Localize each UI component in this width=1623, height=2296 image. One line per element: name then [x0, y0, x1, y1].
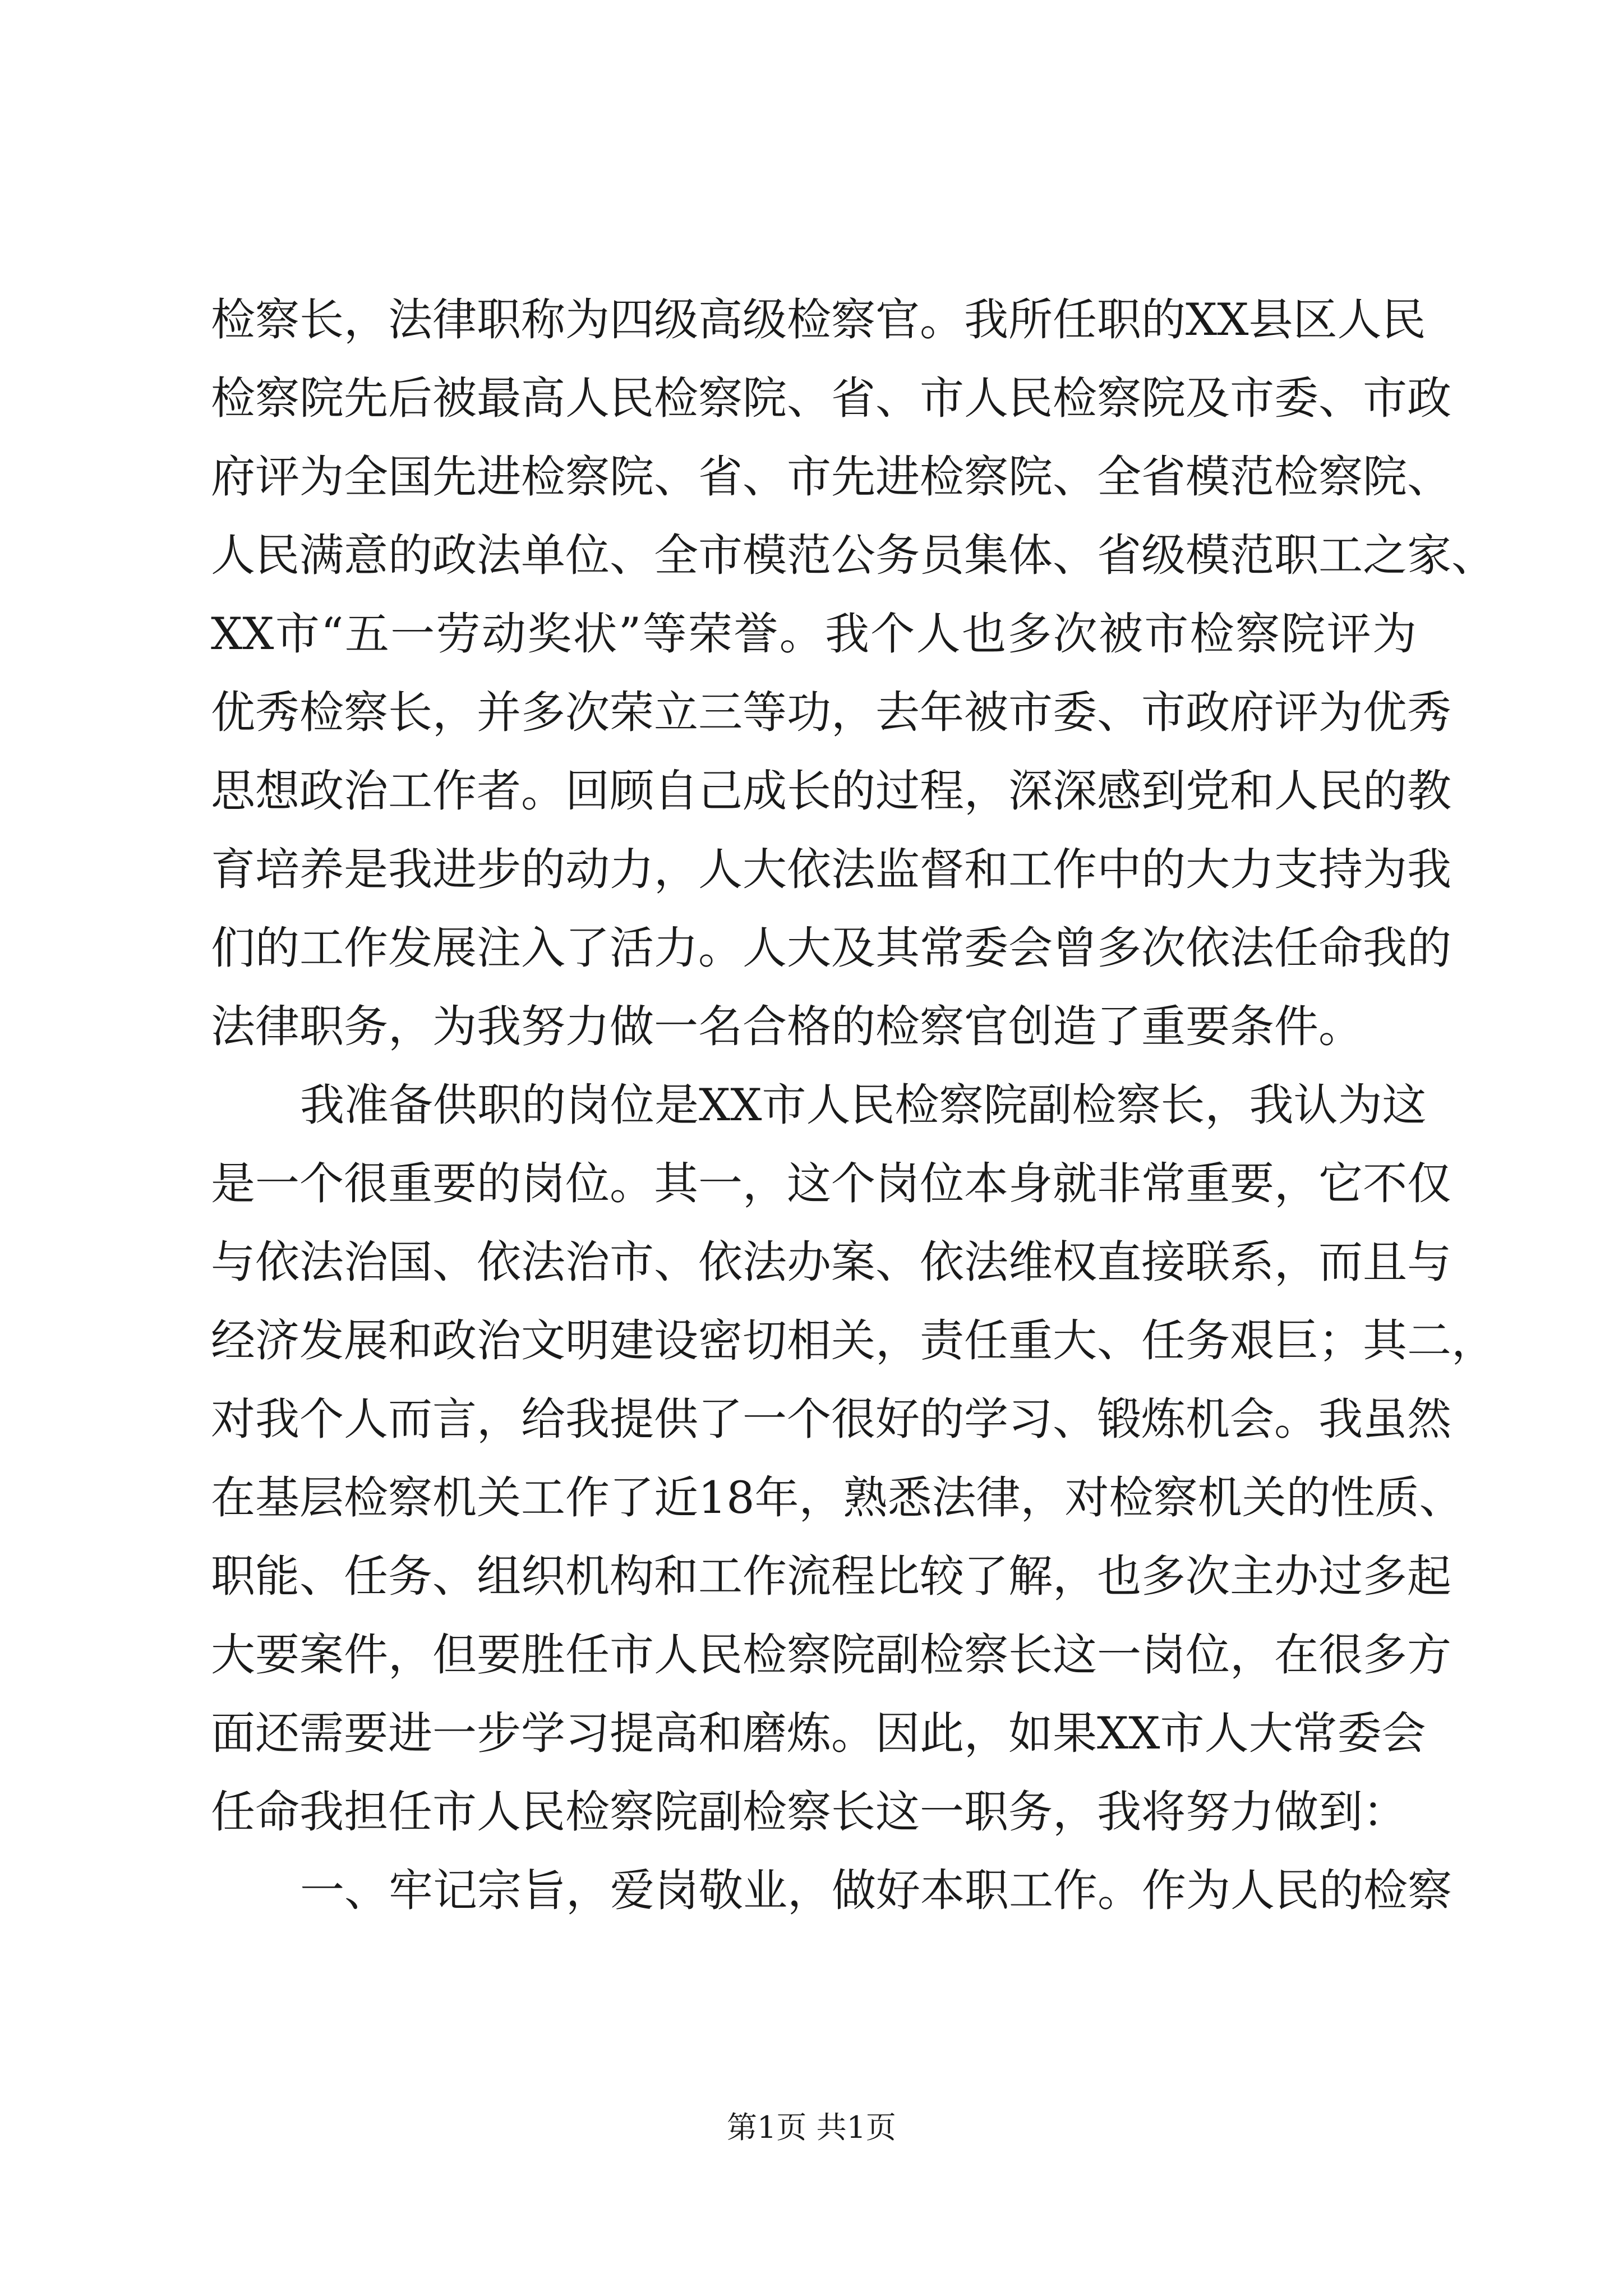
text-line: 育培养是我进步的动力，人大依法监督和工作中的大力支持为我	[211, 844, 1451, 895]
text-line: 任命我担任市人民检察院副检察长这一职务，我将努力做到：	[211, 1786, 1407, 1838]
text-line: 思想政治工作者。回顾自己成长的过程，深深感到党和人民的教	[211, 765, 1451, 817]
text-line: 优秀检察长，并多次荣立三等功，去年被市委、市政府评为优秀	[211, 687, 1451, 738]
text-line: 经济发展和政治文明建设密切相关，责任重大、任务艰巨；其二，	[211, 1315, 1496, 1366]
text-line: 大要案件，但要胜任市人民检察院副检察长这一岗位，在很多方	[211, 1629, 1451, 1681]
text-line: 人民满意的政法单位、全市模范公务员集体、省级模范职工之家、	[211, 530, 1496, 581]
text-line: 我准备供职的岗位是XX市人民检察院副检察长，我认为这	[300, 1079, 1427, 1131]
text-line: 职能、任务、组织机构和工作流程比较了解，也多次主办过多起	[211, 1550, 1451, 1602]
text-line: 检察院先后被最高人民检察院、省、市人民检察院及市委、市政	[211, 372, 1451, 424]
text-line: 们的工作发展注入了活力。人大及其常委会曾多次依法任命我的	[211, 922, 1451, 974]
document-body	[211, 280, 1496, 1930]
text-line: 检察长，法律职称为四级高级检察官。我所任职的XX县区人民	[211, 294, 1426, 346]
page-footer: 第1页 共1页	[727, 2110, 896, 2145]
text-line: 是一个很重要的岗位。其一，这个岗位本身就非常重要，它不仅	[211, 1158, 1451, 1209]
text-line: 法律职务，为我努力做一名合格的检察官创造了重要条件。	[211, 1001, 1363, 1052]
text-line: 一、牢记宗旨，爱岗敬业，做好本职工作。作为人民的检察	[300, 1865, 1452, 1916]
text-line: 与依法治国、依法治市、依法办案、依法维权直接联系，而且与	[211, 1236, 1451, 1288]
text-line: XX市“五一劳动奖状”等荣誉。我个人也多次被市检察院评为	[211, 608, 1417, 660]
text-line: 府评为全国先进检察院、省、市先进检察院、全省模范检察院、	[211, 451, 1451, 503]
text-line: 面还需要进一步学习提高和磨炼。因此，如果XX市人大常委会	[211, 1708, 1426, 1759]
text-line: 在基层检察机关工作了近18年，熟悉法律，对检察机关的性质、	[211, 1472, 1464, 1524]
text-line: 对我个人而言，给我提供了一个很好的学习、锻炼机会。我虽然	[211, 1393, 1451, 1445]
